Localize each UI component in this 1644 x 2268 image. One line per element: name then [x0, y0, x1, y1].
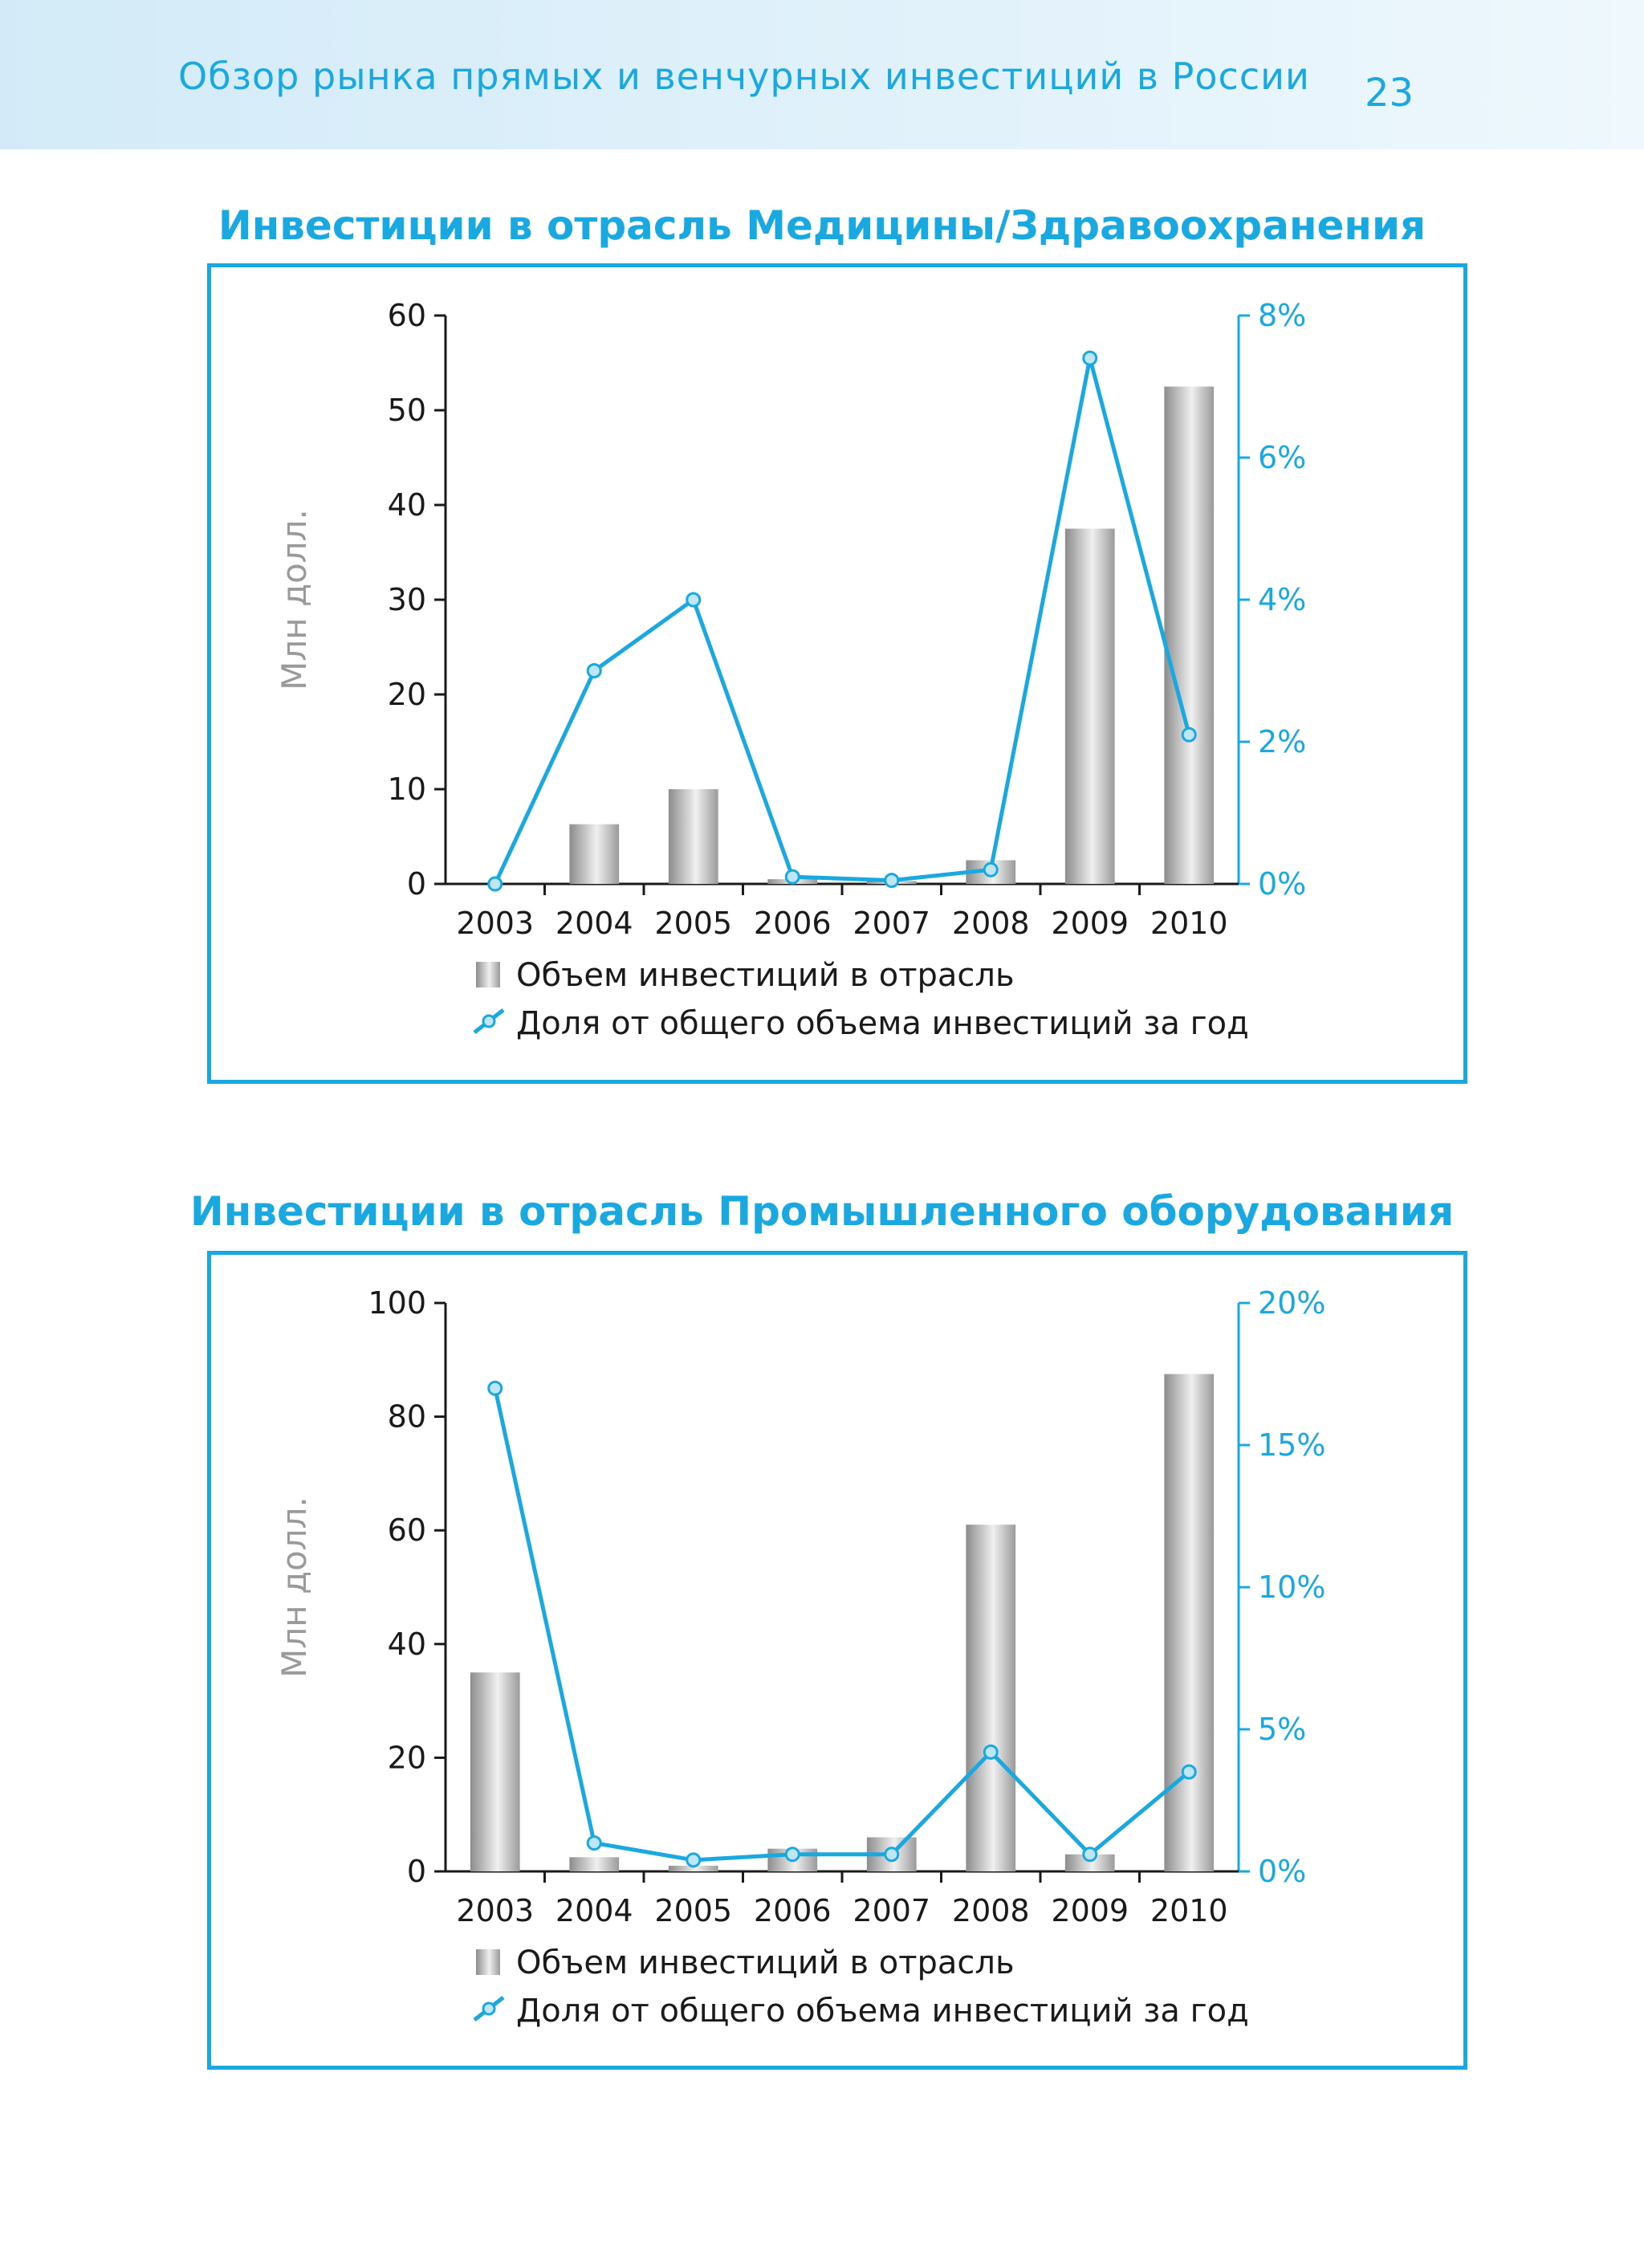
y2-tick-label: 8%: [1258, 298, 1307, 333]
share-point: [1182, 1765, 1195, 1778]
y2-tick-label: 2%: [1258, 724, 1307, 759]
y-tick-label: 50: [387, 393, 426, 428]
share-point: [1084, 1848, 1097, 1861]
y-tick-label: 40: [387, 487, 426, 523]
x-tick-label: 2005: [654, 1893, 733, 1928]
chart-title-1: Инвестиции в отрасль Медицины/Здравоохранения: [218, 202, 1426, 249]
x-tick-label: 2004: [555, 906, 633, 941]
bar: [669, 789, 718, 884]
share-point: [588, 1837, 600, 1850]
legend-bar-swatch: [476, 1949, 500, 1975]
y-tick-label: 20: [387, 1740, 426, 1776]
chart-frame-2: [207, 1251, 1467, 2070]
y-tick-label: 40: [387, 1626, 426, 1662]
share-line: [495, 1388, 1190, 1860]
share-point: [786, 1848, 799, 1861]
chart-frame-1: [207, 263, 1467, 1084]
x-tick-label: 2006: [753, 906, 832, 941]
page-number: 23: [1365, 71, 1414, 116]
share-point: [489, 1382, 502, 1395]
share-point: [984, 1745, 997, 1758]
y-tick-label: 0: [406, 866, 426, 902]
bar: [1164, 387, 1214, 885]
y2-tick-label: 4%: [1258, 582, 1307, 617]
y-tick-label: 60: [387, 298, 426, 333]
x-tick-label: 2003: [456, 1893, 535, 1928]
y2-tick-label: 0%: [1258, 1854, 1307, 1889]
chart-medicine: [211, 267, 1463, 1080]
share-point: [885, 874, 898, 887]
bar: [1164, 1374, 1214, 1872]
legend-line-marker: [483, 2003, 494, 2014]
legend-line-label: Доля от общего объема инвестиций за год: [516, 1993, 1249, 2030]
legend-line-marker: [483, 1016, 494, 1027]
y-tick-label: 20: [387, 677, 426, 712]
y-tick-label: 0: [406, 1854, 426, 1889]
x-tick-label: 2010: [1150, 906, 1228, 941]
share-point: [984, 863, 997, 876]
y-axis-label: Млн долл.: [275, 509, 314, 690]
legend-bar-item: [476, 957, 1015, 994]
chart-title-2: Инвестиции в отрасль Промышленного оборудования: [189, 1188, 1455, 1235]
legend-line-item: [474, 1005, 1249, 1042]
legend-line-label: Доля от общего объема инвестиций за год: [516, 1005, 1249, 1042]
y2-tick-label: 6%: [1258, 440, 1307, 475]
share-point: [1182, 728, 1195, 741]
x-tick-label: 2009: [1051, 1893, 1129, 1928]
share-point: [687, 1854, 700, 1867]
x-tick-label: 2007: [853, 906, 931, 941]
x-tick-label: 2006: [753, 1893, 832, 1928]
y2-tick-label: 5%: [1258, 1712, 1307, 1747]
x-tick-label: 2005: [654, 906, 733, 941]
x-tick-label: 2008: [951, 906, 1030, 941]
share-point: [489, 877, 502, 890]
legend-line-item: [474, 1993, 1249, 2030]
legend-bar-label: Объем инвестиций в отрасль: [516, 1944, 1015, 1981]
bar: [569, 825, 619, 884]
share-point: [786, 870, 799, 883]
y-axis-label: Млн долл.: [275, 1496, 314, 1678]
y2-tick-label: 15%: [1258, 1427, 1326, 1463]
x-tick-label: 2004: [555, 1893, 633, 1928]
share-point: [588, 665, 600, 678]
x-tick-label: 2010: [1150, 1893, 1228, 1928]
bar: [966, 1525, 1015, 1871]
legend-bar-item: [476, 1944, 1015, 1981]
share-point: [1084, 352, 1097, 364]
page-header: [0, 0, 1644, 149]
y-tick-label: 10: [387, 772, 426, 807]
y2-tick-label: 0%: [1258, 866, 1307, 902]
legend-bar-swatch: [476, 962, 500, 987]
x-tick-label: 2007: [853, 1893, 931, 1928]
share-point: [885, 1848, 898, 1861]
legend-bar-label: Объем инвестиций в отрасль: [516, 957, 1015, 994]
y-tick-label: 60: [387, 1513, 426, 1549]
y2-tick-label: 20%: [1258, 1285, 1326, 1321]
y-tick-label: 80: [387, 1399, 426, 1435]
bar: [1065, 529, 1115, 885]
x-tick-label: 2003: [456, 906, 535, 941]
y-tick-label: 100: [368, 1285, 426, 1321]
x-tick-label: 2009: [1051, 906, 1129, 941]
y-tick-label: 30: [387, 582, 426, 617]
y2-tick-label: 10%: [1258, 1570, 1326, 1605]
bar: [470, 1672, 520, 1871]
header-title: Обзор рынка прямых и венчурных инвестиций в России: [178, 55, 1310, 98]
share-point: [687, 593, 700, 606]
chart-industrial-equipment: [211, 1255, 1463, 2066]
bar: [569, 1857, 619, 1871]
x-tick-label: 2008: [951, 1893, 1030, 1928]
